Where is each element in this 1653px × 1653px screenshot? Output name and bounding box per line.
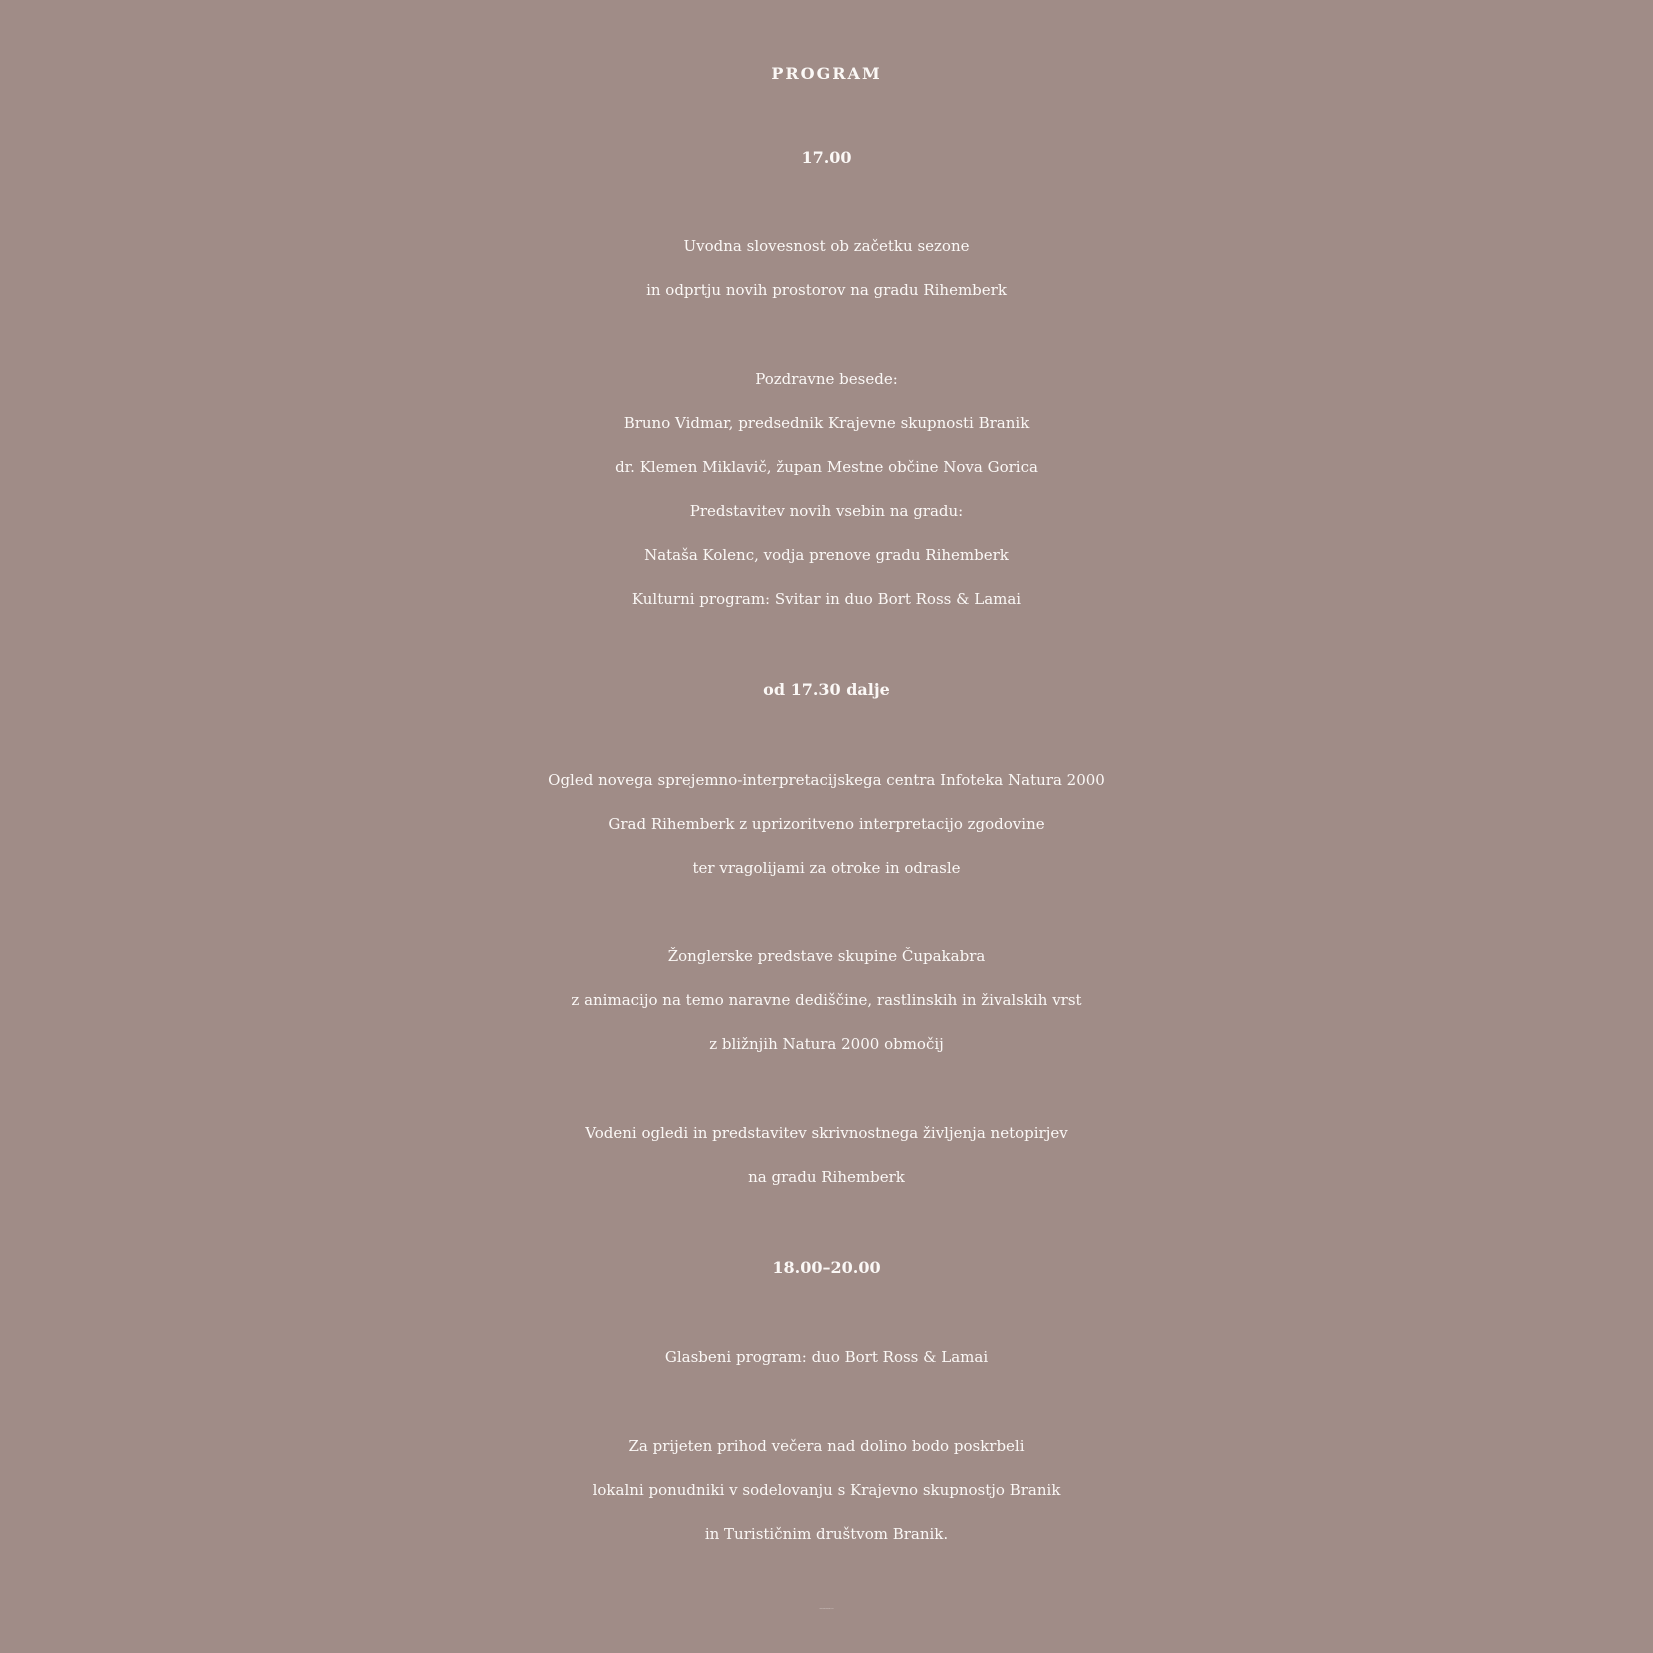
- website-url[interactable]: WWW.RIHEMBERK.COM: [819, 1609, 834, 1610]
- activity-line: z bližnjih Natura 2000 območij: [709, 1035, 944, 1053]
- detail-line: Bruno Vidmar, predsednik Krajevne skupnosti Branik: [623, 414, 1030, 432]
- activity-line: Žonglerske predstave skupine Čupakabra: [667, 947, 986, 965]
- intro-line: Uvodna slovesnost ob začetku sezone: [683, 237, 970, 255]
- detail-line: Predstavitev novih vsebin na gradu:: [689, 502, 964, 520]
- activity-line: na gradu Rihemberk: [748, 1168, 905, 1186]
- section-time-17-00: 17.00: [801, 148, 852, 167]
- music-line: Glasbeni program: duo Bort Ross & Lamai: [664, 1348, 989, 1366]
- section-time-17-30: od 17.30 dalje: [763, 680, 890, 699]
- food-line: Za prijeten prihod večera nad dolino bodo poskrbeli: [628, 1437, 1025, 1455]
- detail-line: Kulturni program: Svitar in duo Bort Ross & Lamai: [631, 590, 1022, 608]
- food-line: in Turističnim društvom Branik.: [704, 1525, 949, 1543]
- intro-line: in odprtju novih prostorov na gradu Rihemberk: [646, 281, 1007, 299]
- activity-line: z animacijo na temo naravne dediščine, rastlinskih in živalskih vrst: [571, 991, 1082, 1009]
- food-line: lokalni ponudniki v sodelovanju s Krajevno skupnostjo Branik: [592, 1481, 1061, 1499]
- section-time-18-20: 18.00–20.00: [772, 1258, 881, 1277]
- activity-line: Vodeni ogledi in predstavitev skrivnostnega življenja netopirjev: [585, 1124, 1068, 1142]
- detail-line: Nataša Kolenc, vodja prenove gradu Rihemberk: [644, 546, 1009, 564]
- detail-line: Pozdravne besede:: [755, 370, 898, 388]
- activity-line: Grad Rihemberk z uprizoritveno interpretacijo zgodovine: [608, 815, 1045, 833]
- activity-line: ter vragolijami za otroke in odrasle: [692, 859, 961, 877]
- activity-line: Ogled novega sprejemno-interpretacijskega centra Infoteka Natura 2000: [548, 771, 1105, 789]
- page-title: PROGRAM: [771, 64, 882, 83]
- detail-line: dr. Klemen Miklavič, župan Mestne občine Nova Gorica: [615, 458, 1038, 476]
